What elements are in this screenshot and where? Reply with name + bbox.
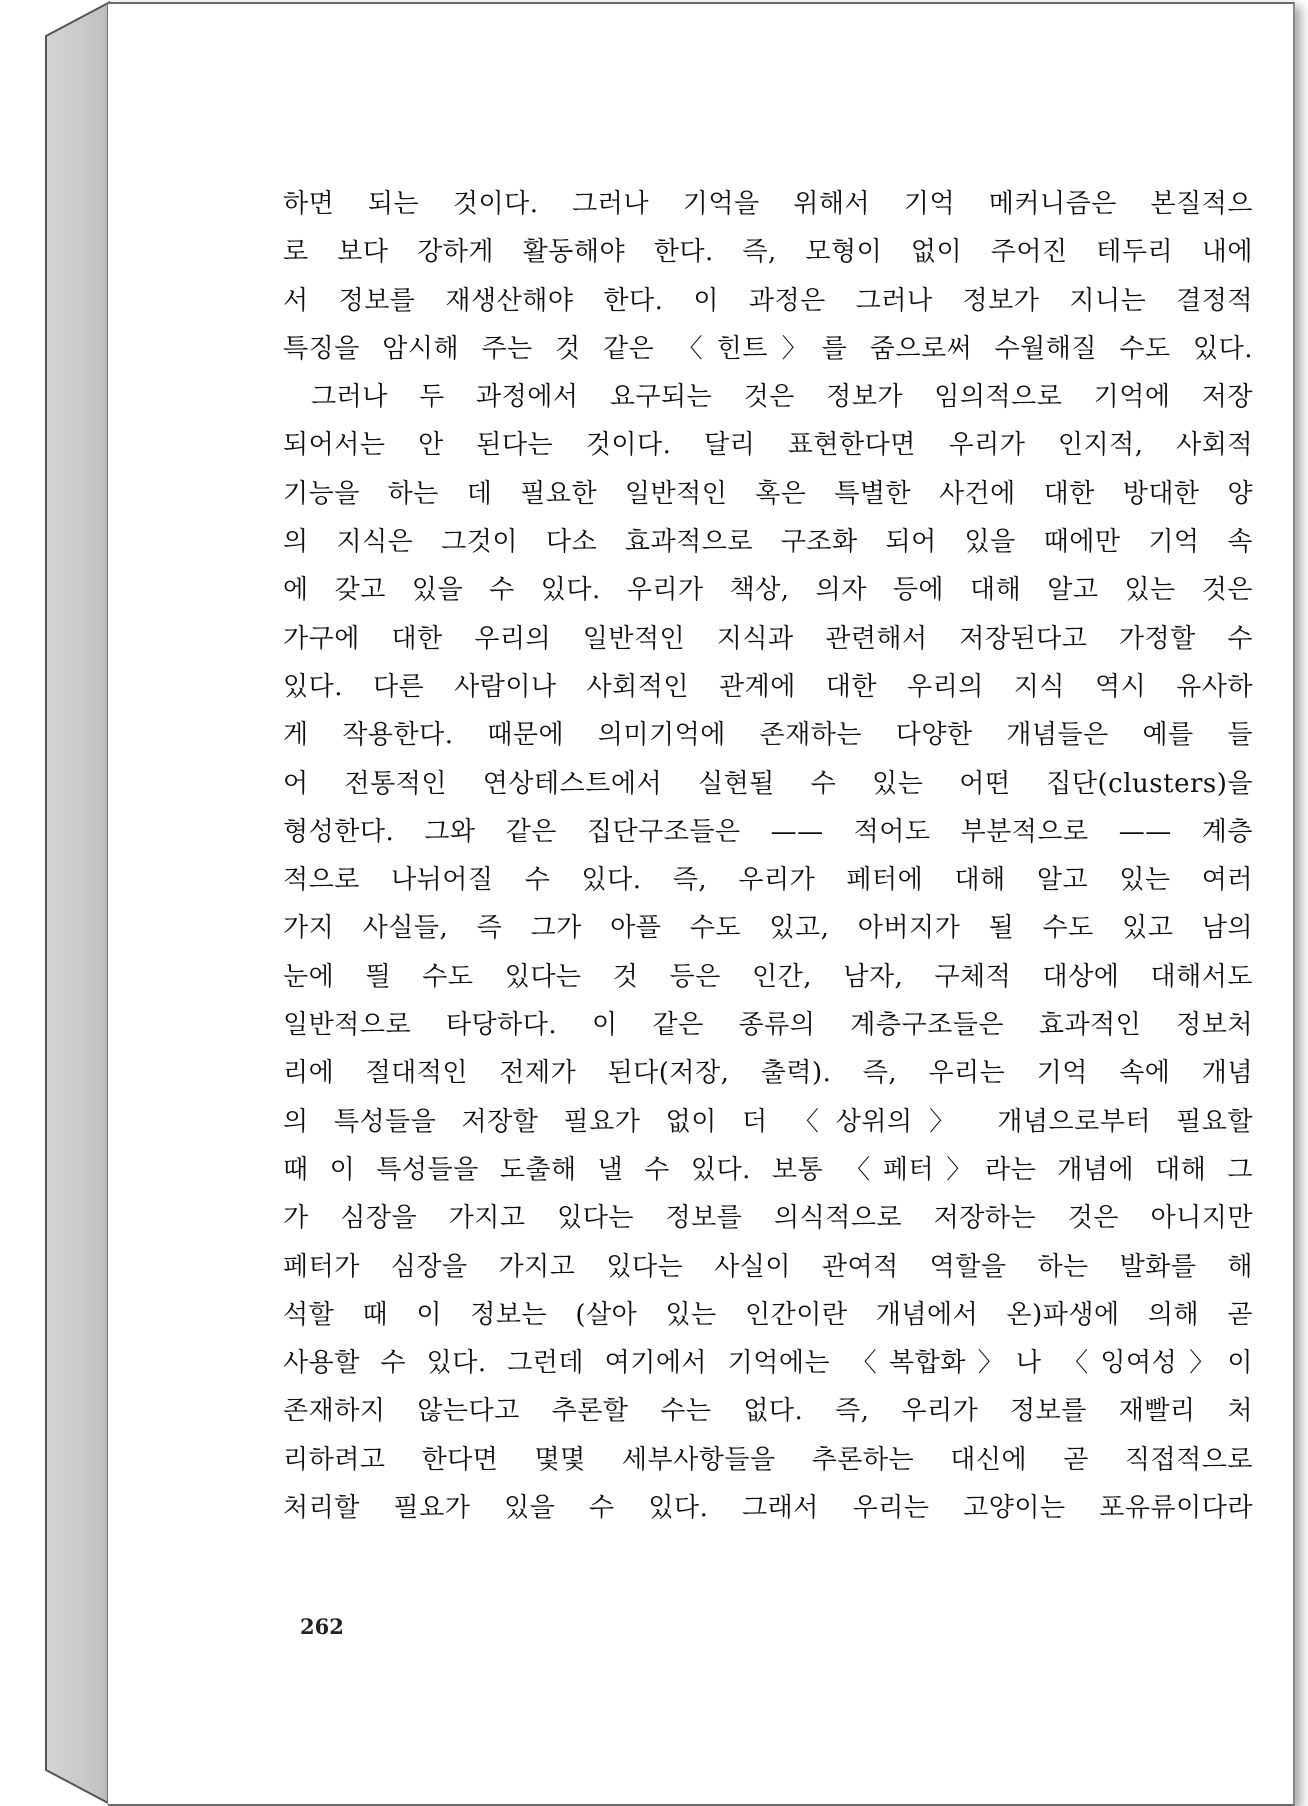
- text-line: 존재하지 않는다고 추론할 수는 없다. 즉, 우리가 정보를 재빨리 처: [283, 1396, 1253, 1427]
- text-line: 적으로 나뉘어질 수 있다. 즉, 우리가 페터에 대해 알고 있는 여러: [283, 865, 1253, 896]
- text-line: 그러나 두 과정에서 요구되는 것은 정보가 임의적으로 기억에 저장: [311, 382, 1253, 413]
- text-line: 가구에 대한 우리의 일반적인 지식과 관련해서 저장된다고 가정할 수: [283, 623, 1253, 654]
- text-line: 눈에 띌 수도 있다는 것 등은 인간, 남자, 구체적 대상에 대해서도: [283, 961, 1253, 992]
- text-line: 가 심장을 가지고 있다는 정보를 의식적으로 저장하는 것은 아니지만: [283, 1203, 1253, 1234]
- text-line: 일반적으로 타당하다. 이 같은 종류의 계층구조들은 효과적인 정보처: [283, 1010, 1253, 1041]
- book-page: [108, 2, 1295, 1806]
- text-line: 처리할 필요가 있을 수 있다. 그래서 우리는 고양이는 포유류이다라: [283, 1493, 1253, 1524]
- text-line: 있다. 다른 사람이나 사회적인 관계에 대한 우리의 지식 역시 유사하: [283, 671, 1253, 702]
- text-line: 하면 되는 것이다. 그러나 기억을 위해서 기억 메커니즘은 본질적으: [283, 189, 1253, 219]
- text-line: 사용할 수 있다. 그런데 여기에서 기억에는 〈복합화〉나 〈잉여성〉이: [283, 1348, 1253, 1379]
- text-line: 서 정보를 재생산해야 한다. 이 과정은 그러나 정보가 지니는 결정적: [283, 285, 1253, 316]
- text-line: 페터가 심장을 가지고 있다는 사실이 관여적 역할을 하는 발화를 해: [283, 1251, 1253, 1282]
- text-line: 때 이 특성들을 도출해 낼 수 있다. 보통 〈페터〉라는 개념에 대해 그: [283, 1154, 1253, 1185]
- text-line: 가지 사실들, 즉 그가 아플 수도 있고, 아버지가 될 수도 있고 남의: [283, 913, 1253, 944]
- text-line: 형성한다. 그와 같은 집단구조들은 —— 적어도 부분적으로 —— 계층: [283, 816, 1253, 847]
- text-line: 리하려고 한다면 몇몇 세부사항들을 추론하는 대신에 곧 직접적으로: [283, 1444, 1253, 1475]
- text-line: 어 전통적인 연상테스트에서 실현될 수 있는 어떤 집단(clusters)을: [283, 768, 1253, 799]
- body-text: [283, 180, 1253, 1532]
- text-line: 의 지식은 그것이 다소 효과적으로 구조화 되어 있을 때에만 기억 속: [283, 527, 1253, 558]
- text-line: 로 보다 강하게 활동해야 한다. 즉, 모형이 없이 주어진 테두리 내에: [283, 237, 1253, 268]
- book-spine-graphic: [0, 0, 110, 1806]
- text-line: 에 갖고 있을 수 있다. 우리가 책상, 의자 등에 대해 알고 있는 것은: [283, 575, 1253, 606]
- text-line: 의 특성들을 저장할 필요가 없이 더 〈상위의〉 개념으로부터 필요할: [283, 1106, 1253, 1137]
- book-spine: [0, 0, 110, 1806]
- text-line: 특징을 암시해 주는 것 같은 〈힌트〉를 줌으로써 수월해질 수도 있다.: [283, 333, 1253, 364]
- text-line: 게 작용한다. 때문에 의미기억에 존재하는 다양한 개념들은 예를 들: [283, 720, 1253, 751]
- page-number: 262: [300, 1614, 344, 1639]
- text-line: 리에 절대적인 전제가 된다(저장, 출력). 즉, 우리는 기억 속에 개념: [283, 1058, 1253, 1089]
- text-line: 기능을 하는 데 필요한 일반적인 혹은 특별한 사건에 대한 방대한 양: [283, 478, 1253, 509]
- text-line: 석할 때 이 정보는 (살아 있는 인간이란 개념에서 온)파생에 의해 곧: [283, 1299, 1253, 1330]
- text-line: 되어서는 안 된다는 것이다. 달리 표현한다면 우리가 인지적, 사회적: [283, 430, 1253, 461]
